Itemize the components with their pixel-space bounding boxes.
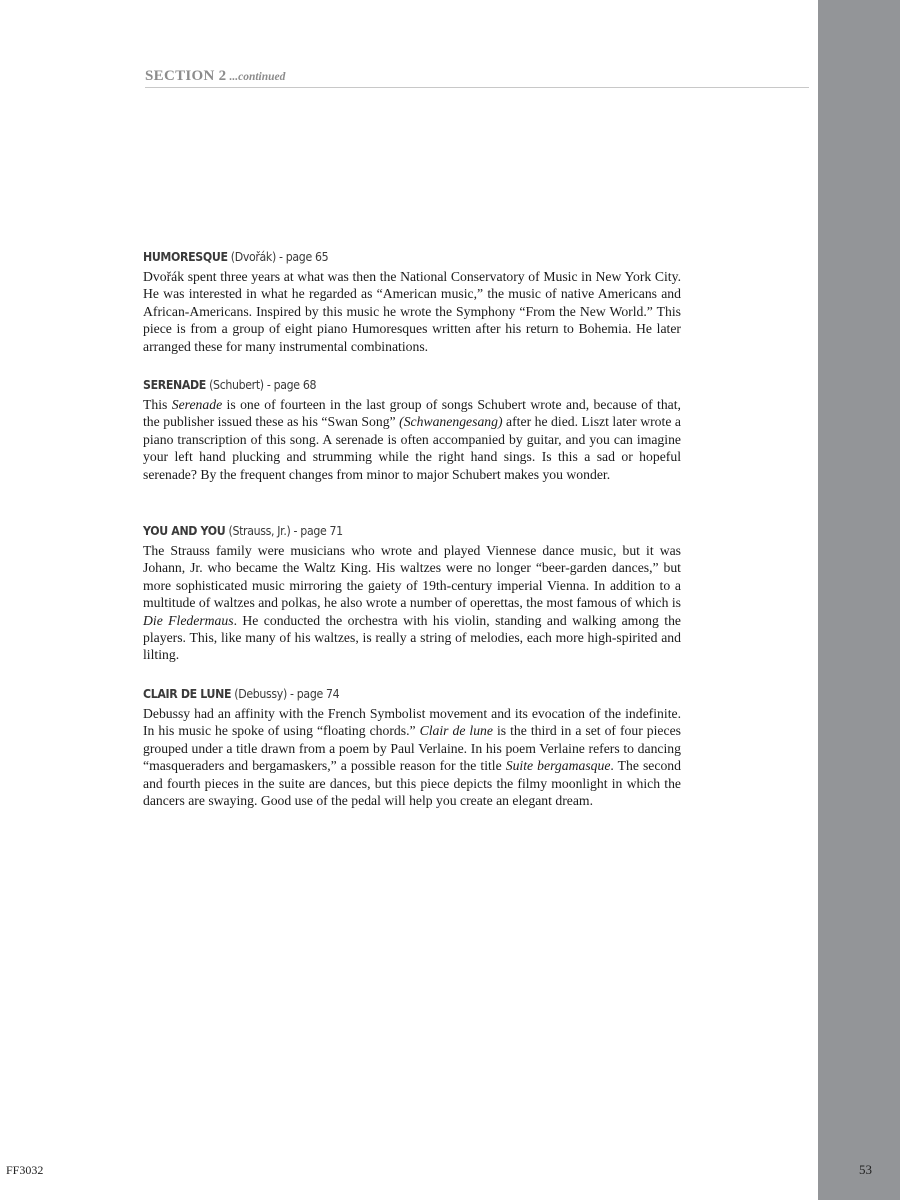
entry-heading xyxy=(143,375,616,395)
entry-title: HUMORESQUE xyxy=(143,249,228,264)
body-text: after he died. Liszt later wrote a piano transcription of this song. A serenade is often accompanied by guitar, and you can imagine your left hand plucking and strumming while the right hand sings. Is this a sad or hopeful serenade? By the frequent changes from minor to major Schubert makes you wonder. xyxy=(143,414,681,482)
italic-title: Suite bergamasque xyxy=(505,758,611,774)
body-text: . He conducted the orchestra with his violin, standing and walking among the players. This, like many of his waltzes, is really a string of melodies, each more high-spirited and lilting. xyxy=(143,612,681,663)
italic-title: Die Fledermaus xyxy=(143,612,234,628)
body-text: The Strauss family were musicians who wrote and played Viennese dance music, but it was Johann, Jr. who became the Waltz King. His waltzes were no longer “beer-garden dances,” but more sophisticated music mirroring the gaiety of 19th-century imperial Vienna. In addition to a multitude of waltzes and polkas, he also wrote a number of operettas, the most famous of which is xyxy=(143,543,681,611)
side-margin-bar xyxy=(818,0,900,1200)
entry-body xyxy=(143,705,681,809)
entry-detail: (Debussy) - page 74 xyxy=(231,686,340,701)
entry-title: YOU AND YOU xyxy=(143,523,226,538)
entry-body xyxy=(143,396,681,483)
body-text: . The second and fourth pieces in the suite are dances, but this piece depicts the filmy moonlight in which the dancers are swaying. Good use of the pedal will help you create an elegant dream. xyxy=(143,758,681,809)
entry-clair-de-lune xyxy=(143,684,681,809)
entry-title: CLAIR DE LUNE xyxy=(143,686,232,701)
entry-body xyxy=(143,542,681,664)
body-text: is one of fourteen in the last group of songs Schubert wrote and, because of that, the publisher issued these as his “Swan Song” xyxy=(143,397,681,430)
catalog-code: FF3032 xyxy=(6,1163,44,1177)
entry-you-and-you xyxy=(143,521,681,664)
entry-detail: (Dvořák) - page 65 xyxy=(227,249,329,264)
body-text: Debussy had an affinity with the French Symbolist movement and its evocation of the indefinite. In his music he spoke of using “floating chords.” xyxy=(143,706,681,739)
page-number: 53 xyxy=(859,1162,872,1177)
entry-body xyxy=(143,268,681,355)
entry-heading xyxy=(143,247,616,267)
entry-title: SERENADE xyxy=(143,377,206,392)
section-title: SECTION 2 xyxy=(145,68,227,84)
italic-title: Clair de lune xyxy=(419,723,493,739)
section-continued-label: ...continued xyxy=(229,71,286,83)
italic-title: (Schwanengesang) xyxy=(399,414,503,430)
entry-detail: (Schubert) - page 68 xyxy=(205,377,317,392)
entry-heading xyxy=(143,684,616,704)
entry-detail: (Strauss, Jr.) - page 71 xyxy=(225,523,343,538)
section-header xyxy=(145,67,809,88)
body-text: Dvořák spent three years at what was then the National Conservatory of Music in New York City. He was interested in what he regarded as “American music,” the music of native Americans and African-Americans. Inspired by this music he wrote the Symphony “From the New World.” This piece is from a group of eight piano Humoresques written after his return to Bohemia. He later arranged these for many instrumental combinations. xyxy=(143,269,681,354)
body-text: is the third in a set of four pieces grouped under a title drawn from a poem by Paul Verlaine. In his poem Verlaine refers to dancing “masqueraders and bergamaskers,” a possible reason for the title xyxy=(143,723,681,774)
italic-title: Serenade xyxy=(171,397,223,412)
body-text: This xyxy=(143,397,172,412)
entry-serenade xyxy=(143,375,681,483)
entry-humoresque xyxy=(143,247,681,355)
entry-heading xyxy=(143,521,616,541)
